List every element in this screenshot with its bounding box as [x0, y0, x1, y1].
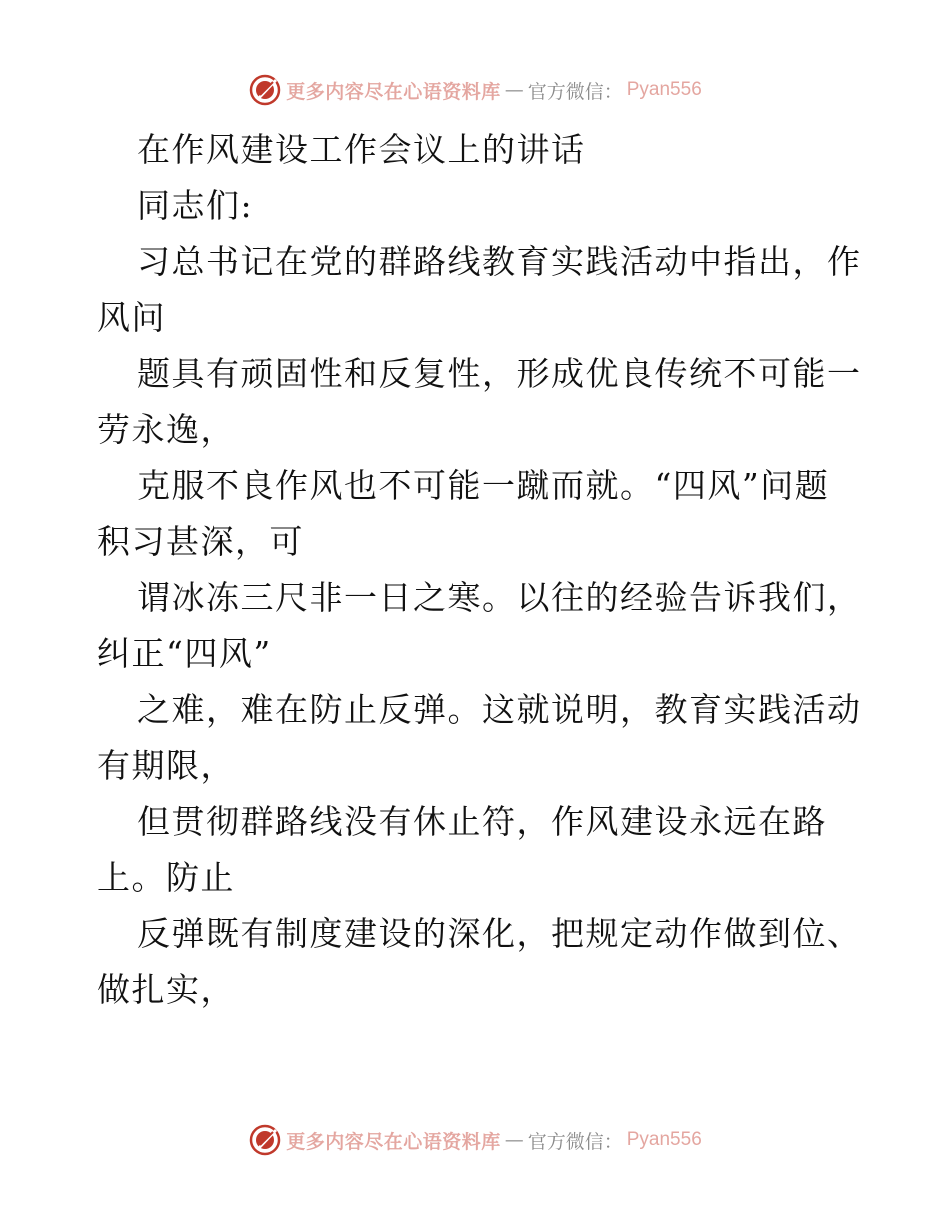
body-line: 有期限， — [97, 746, 235, 785]
footer-brand-name: 更多内容尽在心语资料库 — [286, 1130, 501, 1153]
header-contact-id: Pyan556 — [626, 79, 702, 100]
page-footer — [0, 1120, 950, 1160]
quill-seal-icon — [248, 1123, 282, 1157]
body-line: 劳永逸， — [97, 410, 235, 449]
body-line: 但贯彻群路线没有休止符，作风建设永远在路 — [137, 802, 827, 841]
footer-brand — [248, 1123, 702, 1157]
body-line: 克服不良作风也不可能一蹴而就。“四风”问题 — [137, 466, 830, 505]
page-header — [0, 70, 950, 110]
body-line: 上。防止 — [97, 858, 235, 897]
footer-contact-id: Pyan556 — [626, 1129, 702, 1150]
footer-separator: — — [504, 1129, 524, 1151]
body-line: 反弹既有制度建设的深化，把规定动作做到位、 — [137, 914, 862, 953]
body-line: 纠正“四风” — [97, 634, 272, 673]
body-line: 做扎实， — [97, 970, 235, 1009]
quill-seal-icon — [248, 73, 282, 107]
document-title: 在作风建设工作会议上的讲话 — [137, 130, 586, 169]
footer-contact-label: 官方微信： — [527, 1130, 623, 1153]
body-line: 题具有顽固性和反复性，形成优良传统不可能一 — [137, 354, 862, 393]
body-line: 风问 — [97, 298, 166, 337]
body-line: 谓冰冻三尺非一日之寒。以往的经验告诉我们， — [137, 578, 862, 617]
header-brand — [248, 73, 702, 107]
body-line: 习总书记在党的群路线教育实践活动中指出，作 — [137, 242, 862, 281]
header-brand-name: 更多内容尽在心语资料库 — [286, 80, 501, 103]
document-body — [97, 122, 862, 1018]
header-contact-label: 官方微信： — [527, 80, 623, 103]
body-line: 之难，难在防止反弹。这就说明，教育实践活动 — [137, 690, 862, 729]
header-separator: — — [504, 79, 524, 101]
body-line: 积习甚深，可 — [97, 522, 304, 561]
salutation: 同志们: — [137, 186, 254, 225]
